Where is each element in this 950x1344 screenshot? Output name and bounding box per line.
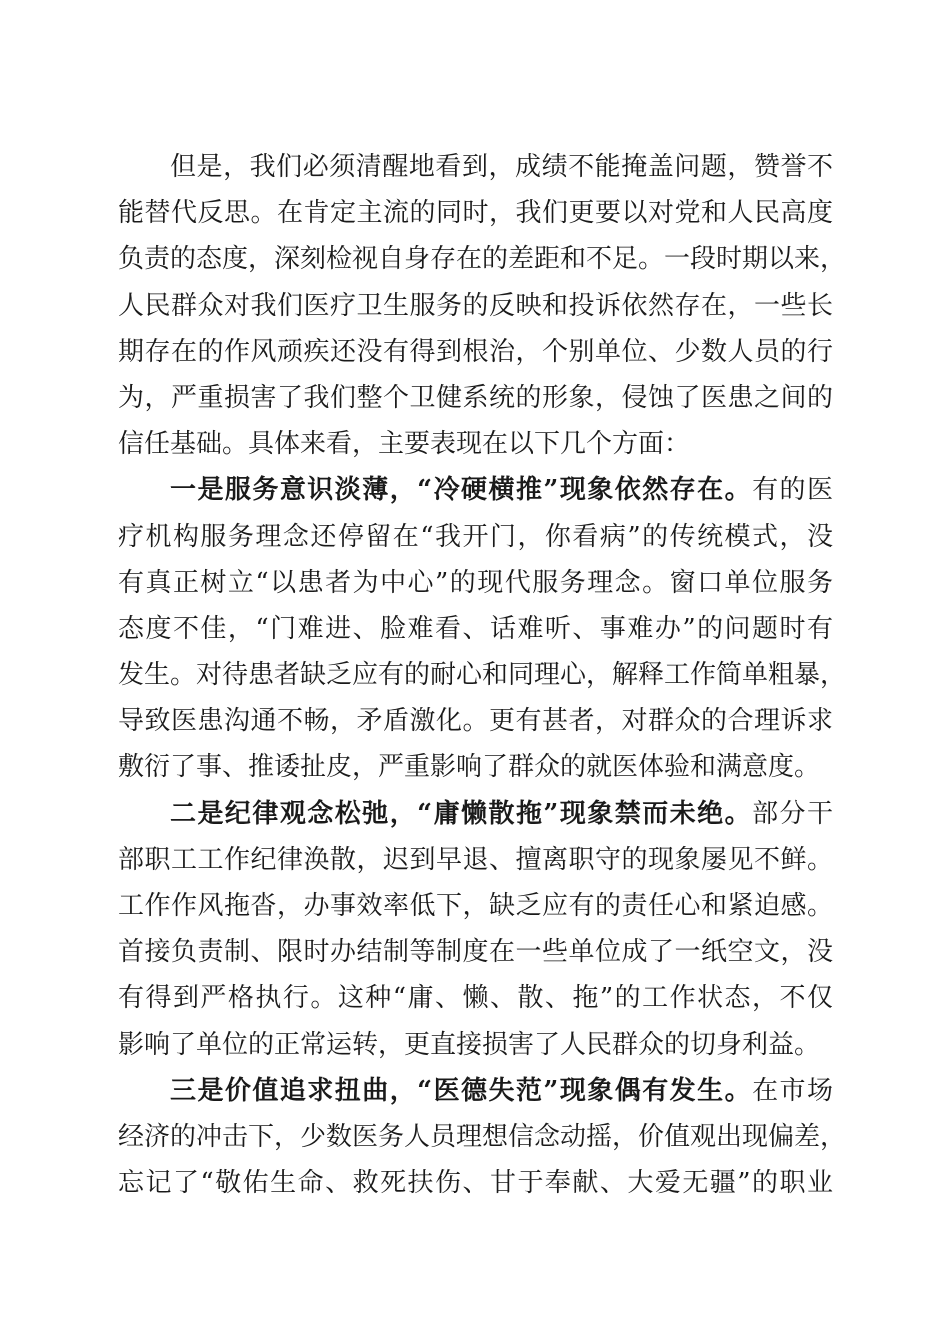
- paragraph-lead-heading: 三是价值追求扭曲，“医德失范”现象偶有发生。: [170, 1075, 753, 1106]
- text-line: 能替代反思。在肯定主流的同时，我们更要以对党和人民高度: [118, 198, 833, 229]
- text-line: 态度不佳，“门难进、脸难看、话难听、事难办”的问题时有: [118, 613, 833, 644]
- text-line: [118, 467, 833, 513]
- text-line: 部职工工作纪律涣散，迟到早退、擅离职守的现象屡见不鲜。: [118, 844, 833, 875]
- text-line: 负责的态度，深刻检视自身存在的差距和不足。一段时期以来，: [118, 244, 847, 275]
- paragraph-lead-heading: 二是纪律观念松弛，“庸懒散拖”现象禁而未绝。: [170, 798, 753, 829]
- paragraph-lead-rest: 有的医: [752, 475, 833, 506]
- text-line: 为，严重损害了我们整个卫健系统的形象，侵蚀了医患之间的: [118, 382, 833, 413]
- paragraph-1: [118, 144, 847, 467]
- text-line: 疗机构服务理念还停留在“我开门，你看病”的传统模式，没: [118, 521, 833, 552]
- document-body: [118, 144, 847, 1206]
- text-line: 发生。对待患者缺乏应有的耐心和同理心，解释工作简单粗暴，: [118, 660, 847, 691]
- text-line: 期存在的作风顽疾还没有得到根治，个别单位、少数人员的行: [118, 336, 833, 367]
- paragraph-2: [118, 467, 847, 790]
- text-line: 导致医患沟通不畅，矛盾激化。更有甚者，对群众的合理诉求: [118, 706, 833, 737]
- text-line: 首接负责制、限时办结制等制度在一些单位成了一纸空文，没: [118, 937, 833, 968]
- text-line: 影响了单位的正常运转，更直接损害了人民群众的切身利益。: [118, 1029, 821, 1060]
- text-line: [118, 1068, 833, 1114]
- paragraph-3: [118, 791, 833, 1068]
- text-line: 信任基础。具体来看，主要表现在以下几个方面：: [118, 429, 691, 460]
- text-line: 有得到严格执行。这种“庸、懒、散、拖”的工作状态，不仅: [118, 983, 833, 1014]
- paragraph-lead-rest: 部分干: [752, 798, 833, 829]
- paragraph-lead-rest: 在市场: [752, 1075, 833, 1106]
- text-line: 忘记了“敬佑生命、救死扶伤、甘于奉献、大爱无疆”的职业: [118, 1168, 833, 1199]
- paragraph-4: [118, 1068, 847, 1207]
- text-line: 人民群众对我们医疗卫生服务的反映和投诉依然存在，一些长: [118, 290, 833, 321]
- text-line: 但是，我们必须清醒地看到，成绩不能掩盖问题，赞誉不: [170, 152, 833, 182]
- text-line: 工作作风拖沓，办事效率低下，缺乏应有的责任心和紧迫感。: [118, 891, 833, 921]
- text-line: 有真正树立“以患者为中心”的现代服务理念。窗口单位服务: [118, 567, 833, 598]
- text-line: 敷衍了事、推诿扯皮，严重影响了群众的就医体验和满意度。: [118, 752, 821, 783]
- text-line: 经济的冲击下，少数医务人员理想信念动摇，价值观出现偏差，: [118, 1121, 847, 1152]
- text-line: [118, 791, 833, 837]
- paragraph-lead-heading: 一是服务意识淡薄，“冷硬横推”现象依然存在。: [170, 475, 753, 506]
